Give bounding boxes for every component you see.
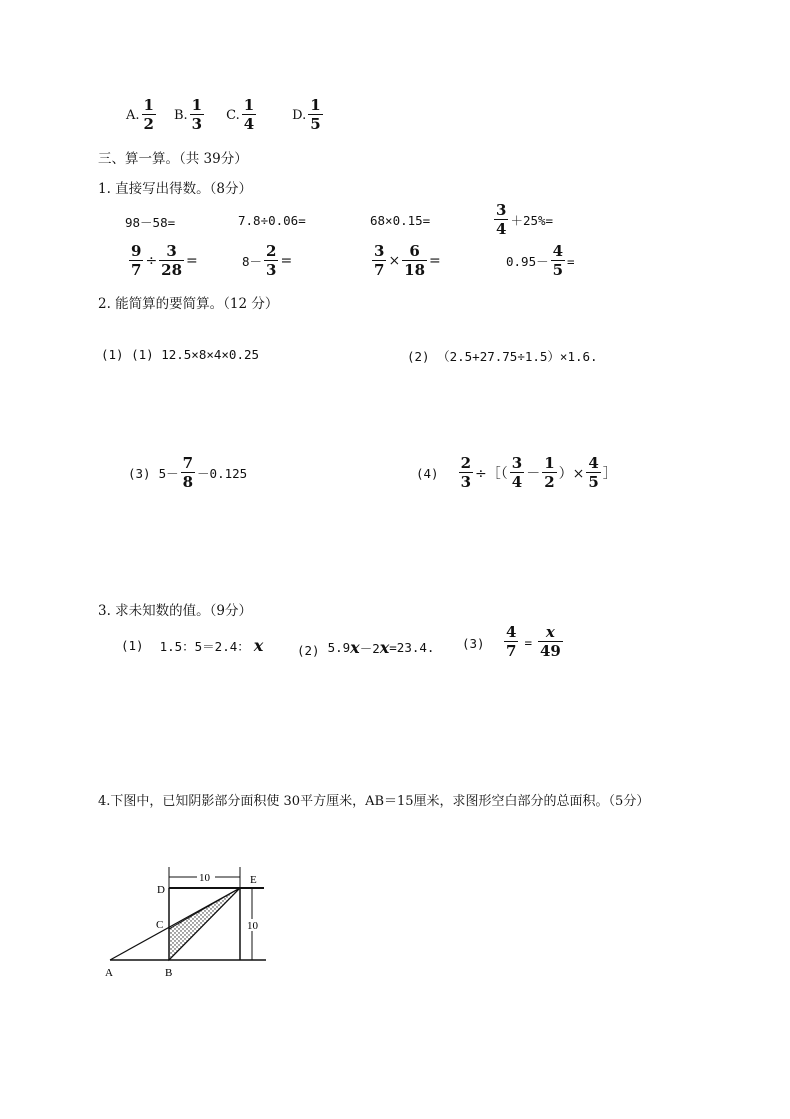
- label-d: D: [157, 884, 165, 896]
- numerator: 1: [143, 96, 154, 114]
- label-top-10: 10: [199, 872, 210, 884]
- expression-pre: 0.95－: [506, 254, 549, 269]
- operator: ×: [388, 253, 401, 269]
- expression-mid: ÷［（: [475, 466, 508, 482]
- calc-frac-div: [127, 244, 198, 278]
- operator: ÷: [145, 253, 158, 269]
- equation-3-1: [121, 636, 263, 655]
- variable-x: x: [253, 636, 264, 655]
- denominator: 7: [131, 261, 142, 279]
- calc-frac-times: [370, 244, 441, 278]
- denominator: 8: [182, 473, 194, 491]
- choice-row: [126, 98, 325, 132]
- equals: =: [280, 253, 293, 269]
- denominator: 7: [374, 261, 385, 279]
- expression-end: ］: [602, 466, 617, 482]
- numerator: 3: [374, 242, 385, 260]
- choice-a: [126, 98, 158, 132]
- numerator: 3: [496, 201, 507, 219]
- equals: =: [524, 634, 532, 650]
- choice-letter: D.: [292, 107, 307, 123]
- denominator: 2: [544, 473, 555, 491]
- choice-letter: C.: [226, 107, 240, 123]
- calc-8-minus-frac: [242, 244, 292, 278]
- numerator: 1: [191, 96, 203, 114]
- denominator: 4: [496, 220, 507, 238]
- numerator: 3: [166, 242, 177, 260]
- denominator: 18: [404, 261, 426, 279]
- denominator: 49: [539, 642, 561, 660]
- numerator: 9: [131, 242, 142, 260]
- coefficient: －2: [359, 640, 380, 656]
- label-e: E: [250, 874, 257, 886]
- numerator: 3: [511, 454, 523, 472]
- problem-label: (4): [416, 465, 439, 481]
- numerator: x: [545, 623, 555, 641]
- variable-x: x: [379, 638, 390, 657]
- equals: =: [429, 253, 441, 269]
- calc-0.95-minus-frac: [506, 244, 575, 278]
- calc-frac-plus-percent: [492, 203, 553, 237]
- problem-label: (3): [462, 636, 485, 651]
- numerator: 2: [266, 242, 277, 260]
- equation-text: 1.5：5＝2.4：: [159, 638, 250, 654]
- expression-rest: ＋25%=: [510, 213, 554, 228]
- calc-68-times: 68×0.15=: [370, 213, 431, 228]
- numerator: 1: [310, 96, 321, 114]
- variable-x: x: [350, 638, 360, 657]
- section-title: 三、算一算。（共 39分）: [98, 151, 248, 167]
- choice-b: [174, 98, 206, 132]
- expression-pre: 8－: [242, 254, 263, 269]
- question-3-title: 3. 求未知数的值。（9分）: [98, 603, 253, 619]
- question-4-title: 4.下图中，已知阴影部分面积使 30平方厘米，AB＝15厘米，求图形空白部分的总面积。（5分）: [98, 794, 650, 809]
- denominator: 3: [460, 473, 472, 491]
- geometry-figure: [100, 862, 280, 984]
- choice-letter: B.: [173, 107, 188, 123]
- numerator: 4: [552, 242, 564, 260]
- problem-label: (2): [297, 643, 320, 658]
- equation-3-2: [297, 638, 434, 657]
- problem-label: (3): [128, 465, 151, 481]
- denominator: 7: [506, 642, 517, 660]
- question-1-title: 1. 直接写出得数。（8分）: [98, 181, 253, 197]
- denominator: 5: [588, 473, 599, 491]
- label-a: A: [105, 967, 113, 979]
- calc-98-58: 98－58=: [125, 215, 176, 230]
- numerator: 4: [588, 454, 599, 472]
- denominator: 4: [243, 115, 255, 133]
- problem-2-4: [416, 456, 617, 490]
- equation-3-3: [502, 625, 565, 659]
- operator: －: [526, 466, 541, 482]
- denominator: 2: [143, 115, 154, 133]
- label-b: B: [165, 967, 173, 979]
- problem-2-3: [128, 456, 247, 490]
- numerator: 1: [243, 96, 255, 114]
- denominator: 4: [511, 473, 523, 491]
- problem-2-1: (1) (1) 12.5×8×4×0.25: [101, 347, 260, 362]
- problem-2-2: (2) （2.5+27.75÷1.5）×1.6.: [407, 349, 598, 364]
- expression-post: －0.125: [197, 466, 248, 481]
- denominator: 5: [310, 115, 321, 133]
- numerator: 7: [182, 454, 194, 472]
- problem-label: (1): [121, 638, 144, 653]
- numerator: 2: [460, 454, 472, 472]
- choice-c: [226, 98, 258, 132]
- denominator: 3: [191, 115, 203, 133]
- calc-7.8-div: 7.8÷0.06=: [238, 213, 306, 228]
- question-2-title: 2. 能简算的要简算。（12 分）: [98, 296, 279, 312]
- equals: =: [186, 253, 198, 269]
- denominator: 5: [552, 261, 564, 279]
- denominator: 28: [161, 261, 183, 279]
- equation-rest: =23.4.: [389, 640, 435, 655]
- coefficient: 5.9: [327, 640, 351, 655]
- numerator: 4: [506, 623, 517, 641]
- label-right-10: 10: [247, 920, 258, 932]
- numerator: 6: [409, 242, 420, 260]
- equals: =: [567, 253, 575, 269]
- numerator: 1: [544, 454, 555, 472]
- label-c: C: [156, 919, 164, 931]
- expression-mid: ）×: [558, 466, 585, 482]
- denominator: 3: [266, 261, 277, 279]
- expression-pre: 5－: [158, 466, 179, 481]
- choice-letter: A.: [126, 107, 140, 123]
- choice-d: [292, 98, 325, 132]
